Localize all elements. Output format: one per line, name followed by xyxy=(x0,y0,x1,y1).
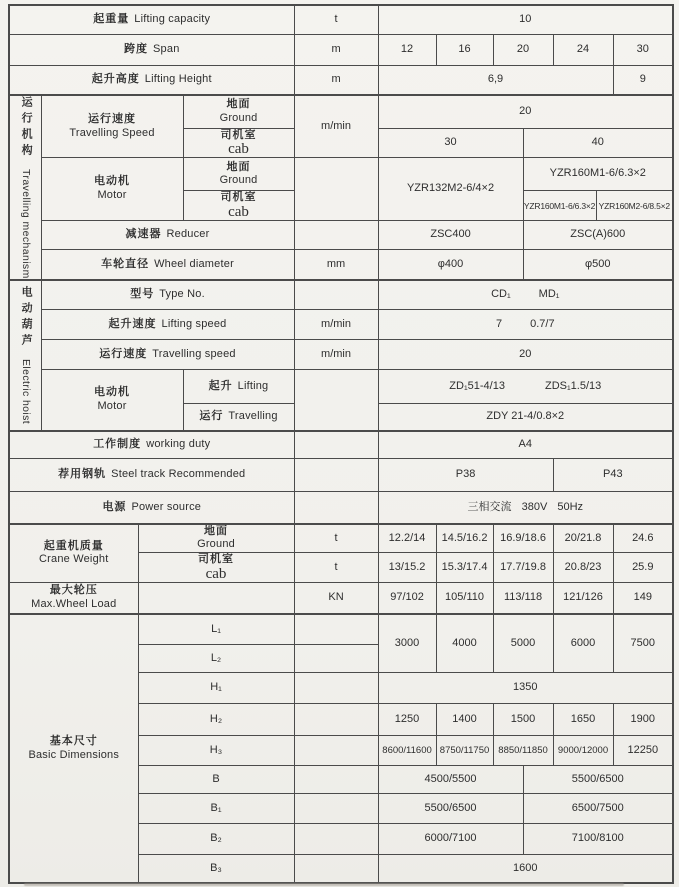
wheel-diameter-label-en: Wheel diameter xyxy=(154,257,234,270)
crane-weight-cab-unit: t xyxy=(294,553,378,583)
dim-h2-value: 1250 xyxy=(378,703,436,735)
span-value: 20 xyxy=(493,34,553,65)
span-unit: m xyxy=(294,34,378,65)
crane-weight-value: 20/21.8 xyxy=(553,524,613,553)
crane-weight-label-en: Crane Weight xyxy=(39,553,109,566)
travel-speed-label-zh: 运行速度 xyxy=(88,112,136,125)
crane-weight-value: 15.3/17.4 xyxy=(436,553,493,583)
basic-dimensions-label-en: Basic Dimensions xyxy=(28,748,120,761)
dim-b3-unit xyxy=(294,854,378,883)
row-hoist-lifting-speed xyxy=(9,310,673,340)
hoist-type-unit xyxy=(294,280,378,310)
section-label-zh: 电动葫芦 xyxy=(20,286,33,351)
hoist-lifting-speed-label-en: Lifting speed xyxy=(161,317,227,330)
row-working-duty xyxy=(9,431,673,459)
dim-b2-sublabel: B₂ xyxy=(138,823,294,854)
power-source-value: 三相交流 380V 50Hz xyxy=(378,492,673,524)
hoist-motor-lifting-sublabel xyxy=(183,370,294,404)
row-steel-track xyxy=(9,459,673,492)
power-source-label xyxy=(9,492,294,524)
working-duty-value: A4 xyxy=(378,431,673,459)
dim-l2-unit xyxy=(294,644,378,672)
max-wheel-load-label-zh: 最大轮压 xyxy=(49,584,98,597)
hoist-lifting-speed-value xyxy=(378,310,673,340)
travel-speed-ground-value: 20 xyxy=(378,95,673,128)
hoist-travel-speed-label-zh: 运行速度 xyxy=(99,347,148,360)
reducer-label-zh: 减速器 xyxy=(125,228,162,241)
dim-b2-unit xyxy=(294,823,378,854)
lifting-height-label xyxy=(9,65,294,95)
crane-weight-ground-unit: t xyxy=(294,524,378,553)
dim-l-value: 5000 xyxy=(493,614,553,672)
lifting-height-label-en: Lifting Height xyxy=(144,72,212,85)
crane-weight-label-zh: 起重机质量 xyxy=(43,539,104,552)
hoist-travel-speed-value: 20 xyxy=(378,340,673,370)
crane-weight-cab-sublabel xyxy=(138,553,294,583)
hoist-travel-speed-label xyxy=(41,340,294,370)
working-duty-unit xyxy=(294,431,378,459)
hoist-travel-speed-unit: m/min xyxy=(294,340,378,370)
lifting-capacity-label-en: Lifting capacity xyxy=(134,12,211,25)
reducer-label-en: Reducer xyxy=(166,228,210,241)
basic-dimensions-label xyxy=(9,614,138,883)
travel-motor-value-left: YZR132M2-6/4×2 xyxy=(378,158,523,221)
row-hoist-travel-speed xyxy=(9,340,673,370)
span-value: 16 xyxy=(436,34,493,65)
span-label-zh: 跨度 xyxy=(124,42,149,55)
hoist-motor-label xyxy=(41,370,183,431)
row-wheel-diameter xyxy=(9,250,673,280)
travel-motor-cab-value-right: YZR160M2-6/8.5×2 xyxy=(596,191,673,221)
span-value: 24 xyxy=(553,34,613,65)
crane-weight-value: 20.8/23 xyxy=(553,553,613,583)
hoist-type-label-en: Type No. xyxy=(159,288,205,301)
dim-h3-value: 8750/11750 xyxy=(436,735,493,765)
lifting-capacity-label xyxy=(9,5,294,34)
dim-b-value-right: 5500/6500 xyxy=(523,765,673,793)
crane-weight-label xyxy=(9,524,138,583)
dim-b2-value-left: 6000/7100 xyxy=(378,823,523,854)
travelling-sublabel-zh: 运行 xyxy=(199,410,224,423)
dim-b-value-left: 4500/5500 xyxy=(378,765,523,793)
crane-weight-value: 17.7/19.8 xyxy=(493,553,553,583)
hoist-type-value-a: CD₁ xyxy=(491,288,511,301)
travel-speed-label-en: Travelling Speed xyxy=(69,126,155,139)
wheel-diameter-unit: mm xyxy=(294,250,378,280)
hoist-lifting-speed-unit: m/min xyxy=(294,310,378,340)
row-span xyxy=(9,34,673,65)
working-duty-label-en: working duty xyxy=(146,438,211,451)
lifting-height-unit: m xyxy=(294,65,378,95)
span-value: 30 xyxy=(613,34,673,65)
row-lifting-capacity xyxy=(9,5,673,34)
reducer-value-right: ZSC(A)600 xyxy=(523,221,673,250)
max-wheel-load-value: 105/110 xyxy=(436,582,493,614)
cab-label-en: cab xyxy=(228,141,249,158)
dim-l1-unit xyxy=(294,614,378,644)
steel-track-label-zh: 荐用钢轨 xyxy=(58,468,107,481)
crane-weight-value: 16.9/18.6 xyxy=(493,524,553,553)
ground-label-zh: 地面 xyxy=(226,160,251,173)
row-reducer xyxy=(9,221,673,250)
dim-b3-sublabel: B₃ xyxy=(138,854,294,883)
row-max-wheel-load xyxy=(9,582,673,614)
dim-b1-sublabel: B₁ xyxy=(138,793,294,823)
steel-track-label xyxy=(9,459,294,492)
dim-h2-value: 1500 xyxy=(493,703,553,735)
dim-h3-value: 8600/11600 xyxy=(378,735,436,765)
hoist-motor-lifting-value-b: ZDS₁1.5/13 xyxy=(544,379,602,392)
dim-l-value: 4000 xyxy=(436,614,493,672)
reducer-unit xyxy=(294,221,378,250)
max-wheel-load-label-en: Max.Wheel Load xyxy=(31,598,117,611)
crane-weight-ground-sublabel xyxy=(138,524,294,553)
ground-label-zh: 地面 xyxy=(226,98,251,110)
cab-label-en: cab xyxy=(228,204,249,221)
ground-label-en: Ground xyxy=(219,174,258,187)
travel-speed-unit: m/min xyxy=(294,95,378,158)
row-power-source xyxy=(9,492,673,524)
travel-motor-ground-sublabel xyxy=(183,158,294,191)
max-wheel-load-value: 121/126 xyxy=(553,582,613,614)
dim-h3-value: 12250 xyxy=(613,735,673,765)
ground-label-zh: 地面 xyxy=(204,524,229,537)
hoist-motor-unit xyxy=(294,370,378,431)
hoist-lifting-speed-label xyxy=(41,310,294,340)
dim-h2-value: 1900 xyxy=(613,703,673,735)
travel-motor-cab-sublabel xyxy=(183,191,294,221)
cab-label-zh: 司机室 xyxy=(198,553,235,566)
dim-h2-value: 1400 xyxy=(436,703,493,735)
section-electric-hoist xyxy=(9,280,41,431)
max-wheel-load-value: 149 xyxy=(613,582,673,614)
dim-h3-unit xyxy=(294,735,378,765)
dim-b1-unit xyxy=(294,793,378,823)
travel-speed-label xyxy=(41,95,183,158)
reducer-value-left: ZSC400 xyxy=(378,221,523,250)
hoist-motor-travelling-value: ZDY 21-4/0.8×2 xyxy=(378,404,673,431)
hoist-motor-lifting-value-a: ZD₁51-4/13 xyxy=(449,379,505,392)
section-label-en: Travelling mechanism xyxy=(19,169,32,279)
dim-l2-sublabel: L₂ xyxy=(138,644,294,672)
lifting-height-value-last: 9 xyxy=(613,65,673,95)
power-source-label-zh: 电源 xyxy=(102,500,127,513)
dim-h2-value: 1650 xyxy=(553,703,613,735)
motor-label-zh: 电动机 xyxy=(94,175,130,188)
steel-track-unit xyxy=(294,459,378,492)
ground-label-en: Ground xyxy=(219,111,258,124)
hoist-travel-speed-label-en: Travelling speed xyxy=(152,347,236,360)
section-travelling-mechanism xyxy=(9,95,41,280)
travel-motor-unit xyxy=(294,158,378,221)
lifting-capacity-value: 10 xyxy=(378,5,673,34)
row-hoist-motor-lifting xyxy=(9,370,673,404)
lifting-sublabel-en: Lifting xyxy=(237,379,269,392)
travel-speed-ground-sublabel xyxy=(183,95,294,128)
hoist-motor-travelling-sublabel xyxy=(183,404,294,431)
crane-weight-value: 24.6 xyxy=(613,524,673,553)
dim-h2-sublabel: H₂ xyxy=(138,703,294,735)
crane-spec-table xyxy=(8,4,674,884)
span-label xyxy=(9,34,294,65)
row-travel-speed-ground xyxy=(9,95,673,128)
travel-motor-value-right-top: YZR160M1-6/6.3×2 xyxy=(523,158,673,191)
max-wheel-load-label xyxy=(9,582,138,614)
section-label-zh: 运行机构 xyxy=(20,96,33,160)
crane-weight-value: 12.2/14 xyxy=(378,524,436,553)
hoist-type-value-b: MD₁ xyxy=(538,288,560,301)
motor-label-en: Motor xyxy=(97,189,127,202)
steel-track-label-en: Steel track Recommended xyxy=(111,468,246,481)
hoist-lifting-speed-value-b: 0.7/7 xyxy=(530,317,555,330)
travel-motor-label xyxy=(41,158,183,221)
dim-l-value: 3000 xyxy=(378,614,436,672)
span-label-en: Span xyxy=(153,42,180,55)
power-source-label-en: Power source xyxy=(131,500,202,513)
dim-b3-value: 1600 xyxy=(378,854,673,883)
max-wheel-load-value: 97/102 xyxy=(378,582,436,614)
power-source-unit xyxy=(294,492,378,524)
dim-h1-value: 1350 xyxy=(378,672,673,703)
dim-l-value: 6000 xyxy=(553,614,613,672)
dim-h1-sublabel: H₁ xyxy=(138,672,294,703)
wheel-diameter-label xyxy=(41,250,294,280)
dim-h2-unit xyxy=(294,703,378,735)
hoist-motor-lifting-value xyxy=(378,370,673,404)
lifting-sublabel-zh: 起升 xyxy=(208,379,233,392)
section-travelling-mechanism-text xyxy=(11,96,40,279)
lifting-capacity-unit: t xyxy=(294,5,378,34)
lifting-capacity-label-zh: 起重量 xyxy=(93,12,130,25)
section-electric-hoist-text xyxy=(11,281,40,430)
dim-b1-value-left: 5500/6500 xyxy=(378,793,523,823)
steel-track-value-right: P43 xyxy=(553,459,673,492)
wheel-diameter-value-left: φ400 xyxy=(378,250,523,280)
dim-h1-unit xyxy=(294,672,378,703)
motor-label-zh: 电动机 xyxy=(94,386,130,399)
dim-b1-value-right: 6500/7500 xyxy=(523,793,673,823)
travel-motor-cab-value-left: YZR160M1-6/6.3×2 xyxy=(523,191,596,221)
wheel-diameter-value-right: φ500 xyxy=(523,250,673,280)
page-edge-shadow xyxy=(24,883,624,886)
reducer-label xyxy=(41,221,294,250)
lifting-height-label-zh: 起升高度 xyxy=(91,72,140,85)
travelling-sublabel-en: Travelling xyxy=(228,410,278,423)
max-wheel-load-value: 113/118 xyxy=(493,582,553,614)
dim-h3-sublabel: H₃ xyxy=(138,735,294,765)
max-wheel-load-unit: KN xyxy=(294,582,378,614)
dim-l1-sublabel: L₁ xyxy=(138,614,294,644)
hoist-lifting-speed-value-a: 7 xyxy=(495,317,503,330)
crane-weight-value: 14.5/16.2 xyxy=(436,524,493,553)
lifting-height-value-main: 6,9 xyxy=(378,65,613,95)
dim-l-value: 7500 xyxy=(613,614,673,672)
steel-track-value-left: P38 xyxy=(378,459,553,492)
cab-label-zh: 司机室 xyxy=(220,128,257,141)
dim-h3-value: 9000/12000 xyxy=(553,735,613,765)
row-dim-l1 xyxy=(9,614,673,644)
hoist-type-value xyxy=(378,280,673,310)
basic-dimensions-label-zh: 基本尺寸 xyxy=(49,735,98,748)
row-hoist-type xyxy=(9,280,673,310)
travel-speed-cab-sublabel xyxy=(183,128,294,158)
span-value: 12 xyxy=(378,34,436,65)
row-crane-weight-ground xyxy=(9,524,673,553)
working-duty-label xyxy=(9,431,294,459)
hoist-type-label-zh: 型号 xyxy=(130,288,155,301)
row-lifting-height xyxy=(9,65,673,95)
crane-weight-value: 13/15.2 xyxy=(378,553,436,583)
motor-label-en: Motor xyxy=(97,399,127,412)
max-wheel-load-sublabel-empty xyxy=(138,582,294,614)
section-label-en: Electric hoist xyxy=(19,359,32,425)
ground-label-en: Ground xyxy=(197,538,235,551)
working-duty-label-zh: 工作制度 xyxy=(93,438,142,451)
hoist-type-label xyxy=(41,280,294,310)
wheel-diameter-label-zh: 车轮直径 xyxy=(101,257,150,270)
crane-weight-value: 25.9 xyxy=(613,553,673,583)
hoist-lifting-speed-label-zh: 起升速度 xyxy=(108,317,157,330)
travel-speed-cab-value-left: 30 xyxy=(378,128,523,158)
dim-b-sublabel: B xyxy=(138,765,294,793)
row-travel-motor-ground xyxy=(9,158,673,191)
dim-h3-value: 8850/11850 xyxy=(493,735,553,765)
cab-label-zh: 司机室 xyxy=(220,191,257,204)
travel-speed-cab-value-right: 40 xyxy=(523,128,673,158)
dim-b2-value-right: 7100/8100 xyxy=(523,823,673,854)
dim-b-unit xyxy=(294,765,378,793)
cab-label-en: cab xyxy=(205,565,227,582)
